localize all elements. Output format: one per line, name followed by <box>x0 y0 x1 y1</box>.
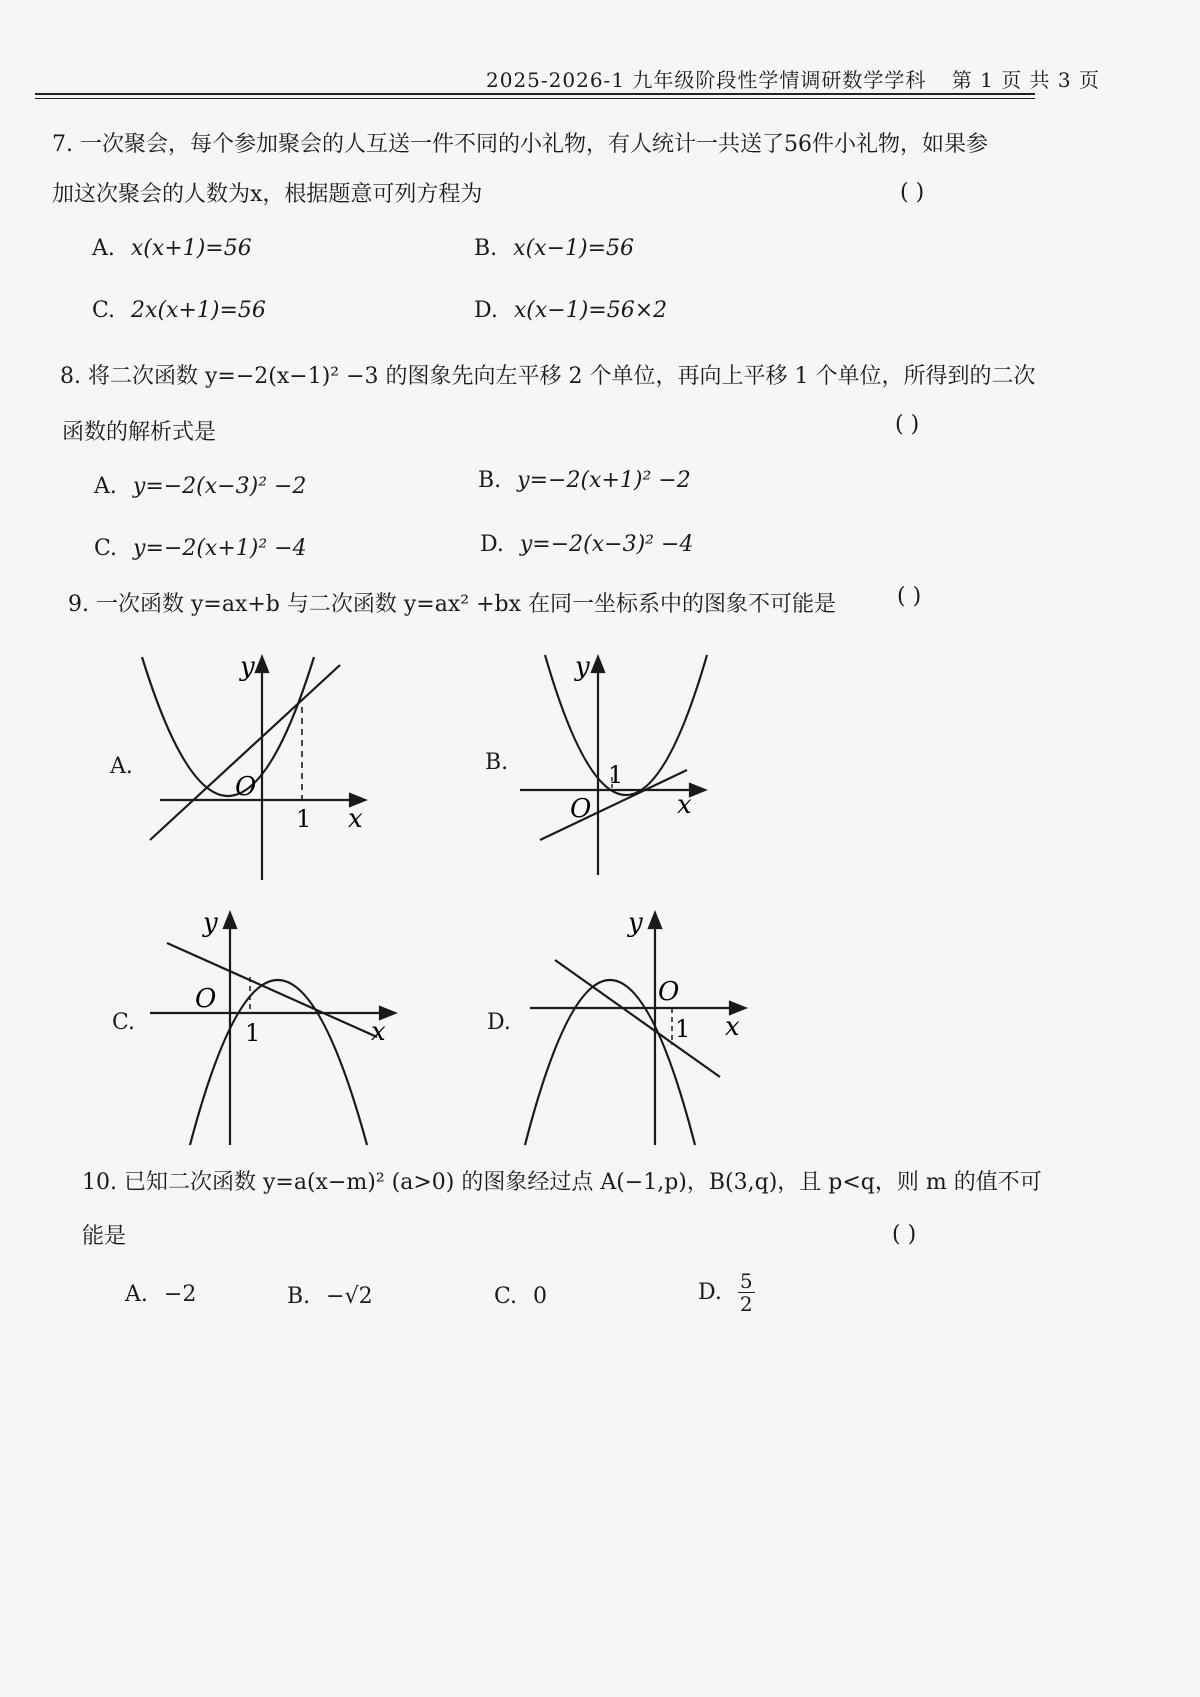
option-expr: y=−2(x−3)² −4 <box>519 532 694 557</box>
q9-figure-a <box>130 645 390 890</box>
option-label: D. <box>698 1280 722 1305</box>
one-label: 1 <box>296 805 312 833</box>
option-label: A. <box>125 1282 148 1307</box>
q9-stem: 9. 一次函数 y=ax+b 与二次函数 y=ax² +bx 在同一坐标系中的图象不可能是 <box>68 592 836 617</box>
x-label: x <box>725 1012 740 1042</box>
q9-answer-blank: ( ) <box>897 584 922 609</box>
option-label: C. <box>92 298 116 323</box>
q7-option-b <box>474 236 634 261</box>
q8-option-a <box>94 474 306 499</box>
q8-stem-line2: 函数的解析式是 <box>62 420 217 445</box>
one-label: 1 <box>675 1015 691 1043</box>
option-label: C. <box>94 536 118 561</box>
q9-figure-b-label: B. <box>485 750 509 775</box>
q9-figure-d-label: D. <box>487 1010 511 1035</box>
q9-figure-a-label: A. <box>110 754 133 779</box>
option-expr: 0 <box>533 1284 548 1309</box>
q9-figure-d <box>520 895 780 1155</box>
q10-option-a <box>125 1282 196 1307</box>
fraction-denominator: 2 <box>739 1292 753 1316</box>
header-rule <box>35 93 1035 95</box>
origin-label: O <box>235 772 257 802</box>
origin-label: O <box>570 794 592 824</box>
fraction-numerator: 5 <box>739 1269 753 1293</box>
y-axis-arrow <box>592 657 604 672</box>
q10-answer-blank: ( ) <box>892 1222 917 1247</box>
option-label: B. <box>478 468 502 493</box>
parabola <box>545 655 707 795</box>
q10-option-d <box>698 1270 755 1315</box>
q7-stem-line1: 7. 一次聚会，每个参加聚会的人互送一件不同的小礼物，有人统计一共送了56件小礼物，如果参 <box>52 132 988 157</box>
option-expr: y=−2(x+1)² −2 <box>517 468 691 493</box>
q7-answer-blank: ( ) <box>900 180 925 205</box>
option-label: B. <box>287 1284 311 1309</box>
option-expr: x(x+1)=56 <box>130 236 252 261</box>
y-axis-arrow <box>224 913 236 928</box>
option-expr: −√2 <box>326 1284 373 1309</box>
y-axis-arrow <box>256 657 268 672</box>
origin-label: O <box>195 984 217 1014</box>
option-expr: 2x(x+1)=56 <box>131 298 266 323</box>
option-label: D. <box>480 532 504 557</box>
option-expr: x(x−1)=56 <box>513 236 635 261</box>
option-label: A. <box>94 474 117 499</box>
x-label: x <box>371 1017 386 1047</box>
q8-answer-blank: ( ) <box>895 412 920 437</box>
header-rule-thin <box>35 98 1035 99</box>
q9-figure-b <box>515 645 755 885</box>
line <box>555 960 720 1077</box>
option-label: C. <box>494 1284 518 1309</box>
option-label: A. <box>92 236 115 261</box>
q10-stem-line2: 能是 <box>82 1224 127 1249</box>
y-label: y <box>575 652 590 682</box>
q7-stem-line2: 加这次聚会的人数为x，根据题意可列方程为 <box>52 182 483 207</box>
option-expr: −2 <box>163 1282 197 1307</box>
x-label: x <box>348 804 363 834</box>
option-expr: y=−2(x+1)² −4 <box>133 536 307 561</box>
q9-figure-c <box>145 895 415 1155</box>
q7-option-d <box>474 298 667 323</box>
q7-option-c <box>92 298 266 323</box>
q8-option-d <box>480 532 693 557</box>
y-axis-arrow <box>649 913 661 928</box>
q10-option-b <box>287 1284 373 1309</box>
header-title: 2025-2026-1 九年级阶段性学情调研数学学科 <box>486 68 927 92</box>
option-label: D. <box>474 298 498 323</box>
page-header <box>486 64 1100 93</box>
y-label: y <box>628 908 643 938</box>
q8-option-b <box>478 468 691 493</box>
q9-figure-c-label: C. <box>112 1010 136 1035</box>
option-expr: y=−2(x−3)² −2 <box>132 474 307 499</box>
q8-stem-line1: 8. 将二次函数 y=−2(x−1)² −3 的图象先向左平移 2 个单位，再向上平移 1 个单位，所得到的二次 <box>60 364 1036 389</box>
y-label: y <box>240 652 255 682</box>
option-label: B. <box>474 236 498 261</box>
q7-option-a <box>92 236 252 261</box>
x-label: x <box>677 790 692 820</box>
one-label: 1 <box>245 1019 261 1047</box>
q10-option-c <box>494 1284 547 1309</box>
parabola <box>142 657 314 796</box>
parabola <box>190 980 367 1145</box>
x-axis-arrow <box>690 784 705 796</box>
y-label: y <box>203 908 218 938</box>
origin-label: O <box>658 977 680 1007</box>
one-label: 1 <box>608 761 624 789</box>
line <box>150 665 340 840</box>
header-page-info: 第 1 页 共 3 页 <box>951 68 1101 92</box>
option-expr: x(x−1)=56×2 <box>513 298 668 323</box>
q8-option-c <box>94 536 307 561</box>
option-fraction <box>738 1270 755 1315</box>
q10-stem-line1: 10. 已知二次函数 y=a(x−m)² (a>0) 的图象经过点 A(−1,p)，B(3,q)，且 p<q，则 m 的值不可 <box>82 1170 1042 1195</box>
